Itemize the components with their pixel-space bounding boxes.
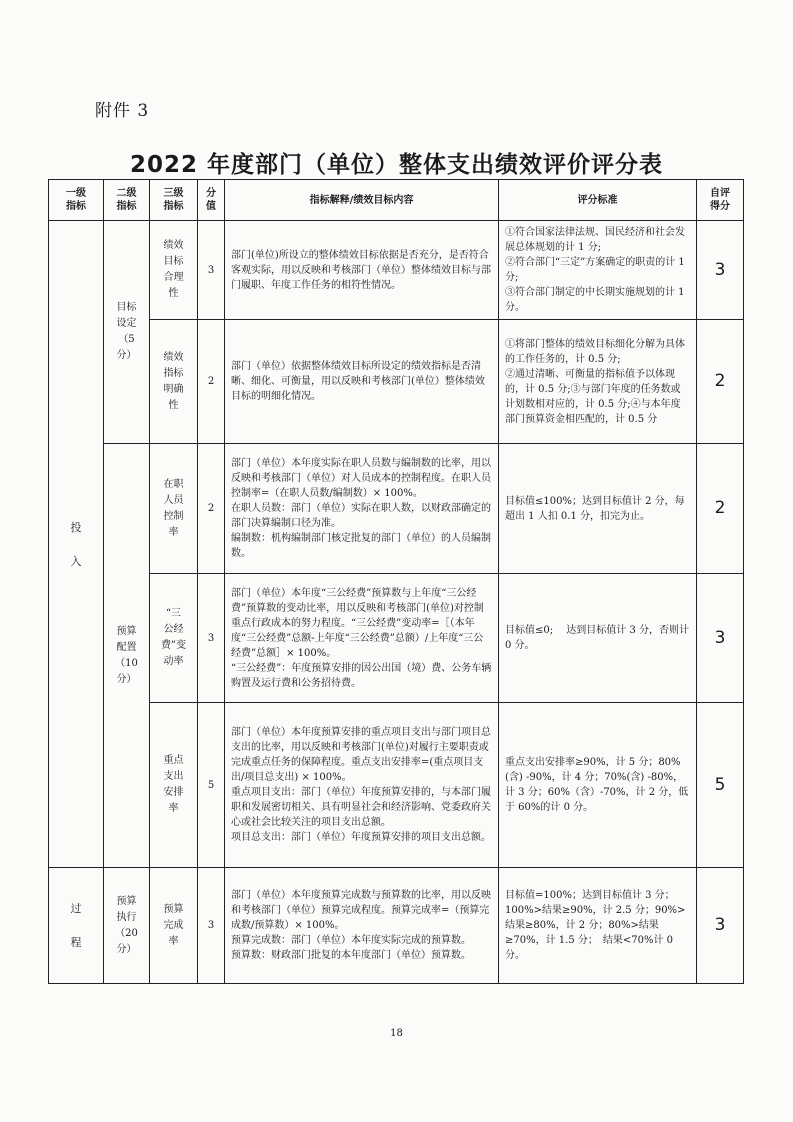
criteria-cell: ①符合国家法律法规、国民经济和社会发展总体规划的计 1 分; ②符合部门“三定”方案确定的职责的计 1 分; ③符合部门制定的中长期实施规划的计 1 分。	[499, 221, 697, 320]
self-score-cell: 3	[697, 574, 744, 703]
page-title: 2022 年度部门（单位）整体支出绩效评价评分表	[129, 152, 664, 178]
table-row	[49, 444, 744, 574]
points-cell: 5	[198, 703, 225, 868]
table-row	[49, 221, 744, 320]
header-level2: 二级 指标	[104, 180, 150, 221]
header-level3: 三级 指标	[150, 180, 198, 221]
header-content: 指标解释/绩效目标内容	[225, 180, 499, 221]
header-self-score: 自评 得分	[697, 180, 744, 221]
level2-goal-setting: 目标 设定 （5 分）	[104, 221, 150, 444]
criteria-cell: 重点支出安排率≥90%，计 5 分；80%(含) -90%，计 4 分；70%(含) -80%，计 3 分；60%（含）-70%，计 2 分，低于 60%的计 0 分。	[499, 703, 697, 868]
content-cell: 部门（单位）本年度实际在职人员数与编制数的比率，用以反映和考核部门（单位）对人员成本的控制程度。在职人员控制率=（在职人员数/编制数）× 100%。 在职人员数：部门（单位）实际在职人数，以财政部确定的部门决算编制口径为准。 编制数：机构编制部门核定批复的部门（单位）的人员编制数。	[225, 444, 499, 574]
table-row	[49, 868, 744, 984]
points-cell: 3	[198, 574, 225, 703]
level3-cell: 在职 人员 控制 率	[150, 444, 198, 574]
page-number: 18	[390, 1028, 403, 1039]
points-cell: 3	[198, 221, 225, 320]
header-row	[49, 180, 744, 221]
level1-input: 投 入	[49, 221, 104, 868]
points-cell: 3	[198, 868, 225, 984]
level3-cell: “三 公经 费”变 动率	[150, 574, 198, 703]
level3-cell: 绩效 指标 明确 性	[150, 320, 198, 444]
criteria-cell: 目标值≤0; 达到目标值计 3 分，否则计 0 分。	[499, 574, 697, 703]
level3-cell: 重点 支出 安排 率	[150, 703, 198, 868]
table-row	[49, 703, 744, 868]
criteria-cell: ①将部门整体的绩效目标细化分解为具体的工作任务的，计 0.5 分; ②通过清晰、可衡量的指标值予以体现的，计 0.5 分;③与部门年度的任务数或计划数相对应的，计 0.5 分;④与本年度部门预算资金相匹配的，计 0.5 分	[499, 320, 697, 444]
level2-budget-execution: 预算 执行 （20 分）	[104, 868, 150, 984]
self-score-cell: 5	[697, 703, 744, 868]
content-cell: 部门（单位）本年度预算安排的重点项目支出与部门项目总支出的比率，用以反映和考核部门(单位)对履行主要职责或完成重点任务的保障程度。重点支出安排率=(重点项目支出/项目总支出) × 100%。 重点项目支出：部门（单位）年度预算安排的，与本部门履职和发展密切相关、具有明显社会和经济影响、党委政府关心或社会比较关注的项目支出总额。 项目总支出：部门（单位）年度预算安排的项目支出总额。	[225, 703, 499, 868]
content-cell: 部门（单位）本年度预算完成数与预算数的比率，用以反映和考核部门（单位）预算完成程度。预算完成率=（预算完成数/预算数）× 100%。 预算完成数：部门（单位）本年度实际完成的预算数。 预算数：财政部门批复的本年度部门（单位）预算数。	[225, 868, 499, 984]
content-cell: 部门(单位)所设立的整体绩效目标依据是否充分，是否符合客观实际，用以反映和考核部门（单位）整体绩效目标与部门履职、年度工作任务的相符性情况。	[225, 221, 499, 320]
self-score-cell: 2	[697, 320, 744, 444]
self-score-cell: 3	[697, 221, 744, 320]
evaluation-table	[48, 179, 744, 984]
points-cell: 2	[198, 320, 225, 444]
attachment-label: 附件 3	[95, 101, 150, 121]
table-row	[49, 574, 744, 703]
level3-cell: 绩效 目标 合理 性	[150, 221, 198, 320]
level2-budget-allocation: 预算 配置 （10 分）	[104, 444, 150, 868]
table-row	[49, 320, 744, 444]
header-level1: 一级 指标	[49, 180, 104, 221]
level1-process: 过 程	[49, 868, 104, 984]
criteria-cell: 目标值≤100%；达到目标值计 2 分，每超出 1 人扣 0.1 分，扣完为止。	[499, 444, 697, 574]
criteria-cell: 目标值=100%；达到目标值计 3 分；100%>结果≥90%，计 2.5 分；90%>结果≥80%，计 2 分；80%>结果≥70%，计 1.5 分； 结果<70%计 0 分。	[499, 868, 697, 984]
self-score-cell: 2	[697, 444, 744, 574]
self-score-cell: 3	[697, 868, 744, 984]
level3-cell: 预算 完成 率	[150, 868, 198, 984]
points-cell: 2	[198, 444, 225, 574]
content-cell: 部门（单位）依据整体绩效目标所设定的绩效指标是否清晰、细化、可衡量，用以反映和考核部门(单位）整体绩效目标的明细化情况。	[225, 320, 499, 444]
header-criteria: 评分标准	[499, 180, 697, 221]
header-points: 分 值	[198, 180, 225, 221]
content-cell: 部门（单位）本年度“三公经费”预算数与上年度“三公经费”预算数的变动比率，用以反映和考核部门(单位)对控制重点行政成本的努力程度。“三公经费”变动率=［（本年度“三公经费”总额-上年度“三公经费”总额）/上年度“三公经费”总额］× 100%。 “三公经费”：年度预算安排的因公出国（境）费、公务车辆购置及运行费和公务招待费。	[225, 574, 499, 703]
